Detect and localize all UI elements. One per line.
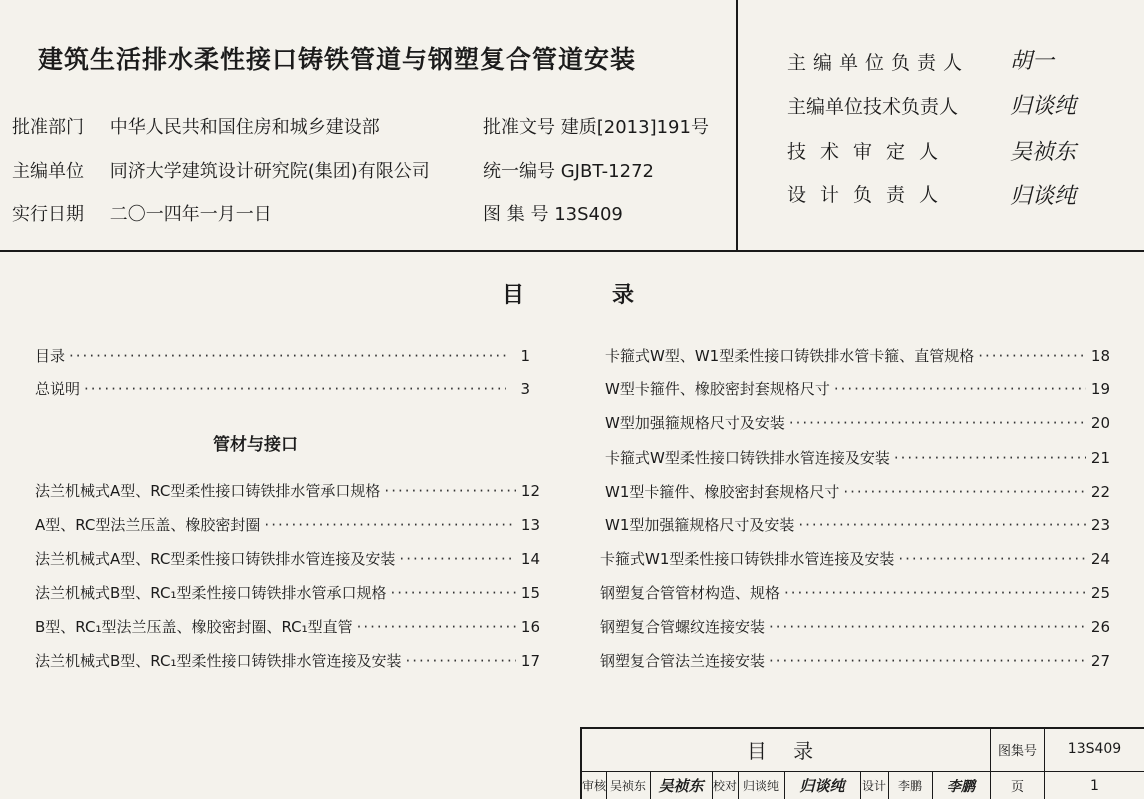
signature-tech-reviewer: 吴祯东 [1010, 140, 1077, 165]
toc-entry[interactable] [600, 616, 1110, 637]
tb-check-name: 归谈纯 [742, 779, 779, 793]
toc-entry-title: 目录 [35, 347, 66, 365]
tb-design-sign: 李鹏 [947, 778, 975, 795]
toc-entry-title: W型卡箍件、橡胶密封套规格尺寸 [605, 380, 830, 398]
toc-entry[interactable] [605, 447, 1110, 468]
toc-leader-dots [390, 584, 516, 602]
unified-no-value: GJBT-1272 [560, 161, 654, 182]
approval-dept-label: 批准部门 [12, 117, 84, 138]
approval-no-row [483, 113, 709, 139]
toc-entry[interactable] [605, 412, 1110, 433]
toc-entry-title: 钢塑复合管管材构造、规格 [600, 584, 781, 602]
atlas-no-label: 图 集 号 [483, 204, 549, 225]
document-title: 建筑生活排水柔性接口铸铁管道与钢塑复合管道安装 [38, 45, 637, 74]
effective-date-value: 二〇一四年一月一日 [109, 204, 272, 225]
tb-atlas-label: 图集号 [997, 743, 1037, 759]
role-chief-unit-head: 主编单位负责人 [787, 52, 970, 74]
approval-dept-value: 中华人民共和国住房和城乡建设部 [109, 117, 380, 138]
toc-entry[interactable] [600, 548, 1110, 569]
tb-review-label: 审核 [582, 779, 607, 793]
tb-atlas-no: 13S409 [1067, 741, 1122, 757]
toc-entry-title: 钢塑复合管螺纹连接安装 [600, 618, 766, 636]
header-bottom-rule [0, 250, 1144, 252]
toc-entry-page: 13 [520, 516, 540, 534]
toc-entry-title: B型、RC₁型法兰压盖、橡胶密封圈、RC₁型直管 [35, 618, 353, 636]
toc-entry-title: W1型卡箍件、橡胶密封套规格尺寸 [605, 483, 840, 501]
toc-entry-page: 24 [1090, 550, 1110, 568]
role-design-head: 设计负责人 [787, 184, 953, 206]
approval-no-label: 批准文号 [483, 117, 555, 138]
toc-entry-title: A型、RC型法兰压盖、橡胶密封圈 [35, 516, 261, 534]
editor-unit-value: 同济大学建筑设计研究院(集团)有限公司 [109, 161, 430, 182]
section-heading: 管材与接口 [213, 435, 298, 455]
toc-entry-page: 22 [1090, 483, 1110, 501]
tb-check-label: 校对 [712, 779, 737, 793]
toc-leader-dots [843, 483, 1086, 501]
tb-rule [860, 772, 861, 799]
tb-page-no: 1 [1090, 777, 1099, 794]
toc-entry[interactable] [35, 582, 540, 603]
tb-rule [932, 772, 933, 799]
toc-entry[interactable] [35, 548, 540, 569]
toc-entry[interactable] [600, 650, 1110, 671]
tb-rule [888, 772, 889, 799]
toc-entry[interactable] [605, 481, 1110, 502]
toc-entry-title: W1型加强箍规格尺寸及安装 [605, 516, 795, 534]
toc-heading-left: 目 [502, 283, 525, 308]
toc-entry-page: 26 [1090, 618, 1110, 636]
toc-leader-dots [789, 414, 1086, 432]
toc-leader-dots [357, 618, 516, 636]
effective-date-label: 实行日期 [12, 204, 84, 225]
toc-leader-dots [69, 347, 506, 365]
toc-entry-page: 14 [520, 550, 540, 568]
toc-entry-page: 3 [520, 380, 530, 398]
toc-entry-page: 21 [1090, 449, 1110, 467]
toc-entry[interactable] [600, 582, 1110, 603]
header-divider [736, 0, 738, 251]
tb-review-name: 吴祯东 [609, 779, 646, 793]
approval-no-value: 建质[2013]191号 [560, 117, 709, 138]
title-block [580, 727, 1144, 799]
toc-entry-title: 法兰机械式B型、RC₁型柔性接口铸铁排水管承口规格 [35, 584, 387, 602]
toc-entry-title: 卡箍式W型、W1型柔性接口铸铁排水管卡箍、直管规格 [605, 347, 975, 365]
tb-rule [738, 772, 739, 799]
toc-leader-dots [978, 347, 1086, 365]
toc-entry-page: 15 [520, 584, 540, 602]
toc-entry-title: 法兰机械式A型、RC型柔性接口铸铁排水管承口规格 [35, 482, 381, 500]
editor-unit-label: 主编单位 [12, 161, 84, 182]
toc-leader-dots [834, 380, 1086, 398]
toc-entry[interactable] [605, 345, 1110, 366]
toc-entry-page: 1 [520, 347, 530, 365]
signature-design-head: 归谈纯 [1010, 184, 1077, 209]
toc-leader-dots [894, 449, 1086, 467]
tb-rule [784, 772, 785, 799]
approval-dept-row [12, 113, 380, 139]
toc-leader-dots [264, 516, 516, 534]
atlas-no-row [483, 200, 623, 226]
toc-entry-title: 卡箍式W1型柔性接口铸铁排水管连接及安装 [600, 550, 895, 568]
toc-leader-dots [769, 618, 1086, 636]
toc-leader-dots [405, 652, 516, 670]
toc-entry-page: 18 [1090, 347, 1110, 365]
effective-date-row [12, 200, 272, 226]
toc-entry-page: 17 [520, 652, 540, 670]
tb-rule [606, 772, 607, 799]
toc-entry-page: 25 [1090, 584, 1110, 602]
toc-entry[interactable] [35, 514, 540, 535]
toc-entry-title: W型加强箍规格尺寸及安装 [605, 414, 785, 432]
role-chief-tech-head: 主编单位技术负责人 [787, 96, 959, 118]
editor-unit-row [12, 157, 430, 183]
toc-leader-dots [798, 516, 1086, 534]
toc-entry[interactable] [35, 345, 530, 366]
tb-rule [650, 772, 651, 799]
toc-entry-title: 总说明 [35, 380, 81, 398]
toc-entry-page: 19 [1090, 380, 1110, 398]
tb-page-label: 页 [1010, 780, 1024, 795]
toc-leader-dots [399, 550, 516, 568]
toc-entry[interactable] [35, 616, 540, 637]
toc-entry[interactable] [35, 650, 540, 671]
unified-no-row [483, 157, 654, 183]
toc-entry-title: 法兰机械式B型、RC₁型柔性接口铸铁排水管连接及安装 [35, 652, 402, 670]
toc-entry[interactable] [605, 514, 1110, 535]
unified-no-label: 统一编号 [483, 161, 555, 182]
toc-entry-title: 钢塑复合管法兰连接安装 [600, 652, 766, 670]
toc-leader-dots [84, 380, 506, 398]
role-tech-reviewer: 技术审定人 [787, 141, 953, 163]
atlas-no-value: 13S409 [554, 204, 623, 225]
toc-leader-dots [769, 652, 1086, 670]
tb-rule [712, 772, 713, 799]
toc-entry[interactable] [35, 480, 540, 501]
toc-entry-page: 12 [520, 482, 540, 500]
tb-design-name: 李鹏 [897, 779, 922, 793]
toc-entry[interactable] [35, 378, 530, 399]
toc-entry-title: 卡箍式W型柔性接口铸铁排水管连接及安装 [605, 449, 890, 467]
toc-leader-dots [384, 482, 516, 500]
toc-entry-page: 20 [1090, 414, 1110, 432]
toc-entry-page: 27 [1090, 652, 1110, 670]
tb-check-sign: 归谈纯 [799, 777, 845, 795]
tb-design-label: 设计 [861, 779, 886, 793]
tb-review-sign: 吴祯东 [658, 777, 704, 795]
toc-heading-right: 录 [612, 283, 635, 308]
toc-leader-dots [898, 550, 1086, 568]
toc-entry[interactable] [605, 378, 1110, 399]
signature-chief-unit-head: 胡一 [1010, 49, 1055, 74]
toc-entry-page: 16 [520, 618, 540, 636]
toc-leader-dots [784, 584, 1086, 602]
toc-entry-title: 法兰机械式A型、RC型柔性接口铸铁排水管连接及安装 [35, 550, 396, 568]
tb-drawing-name: 目 录 [746, 738, 824, 763]
toc-entry-page: 23 [1090, 516, 1110, 534]
signature-chief-tech-head: 归谈纯 [1010, 94, 1077, 119]
